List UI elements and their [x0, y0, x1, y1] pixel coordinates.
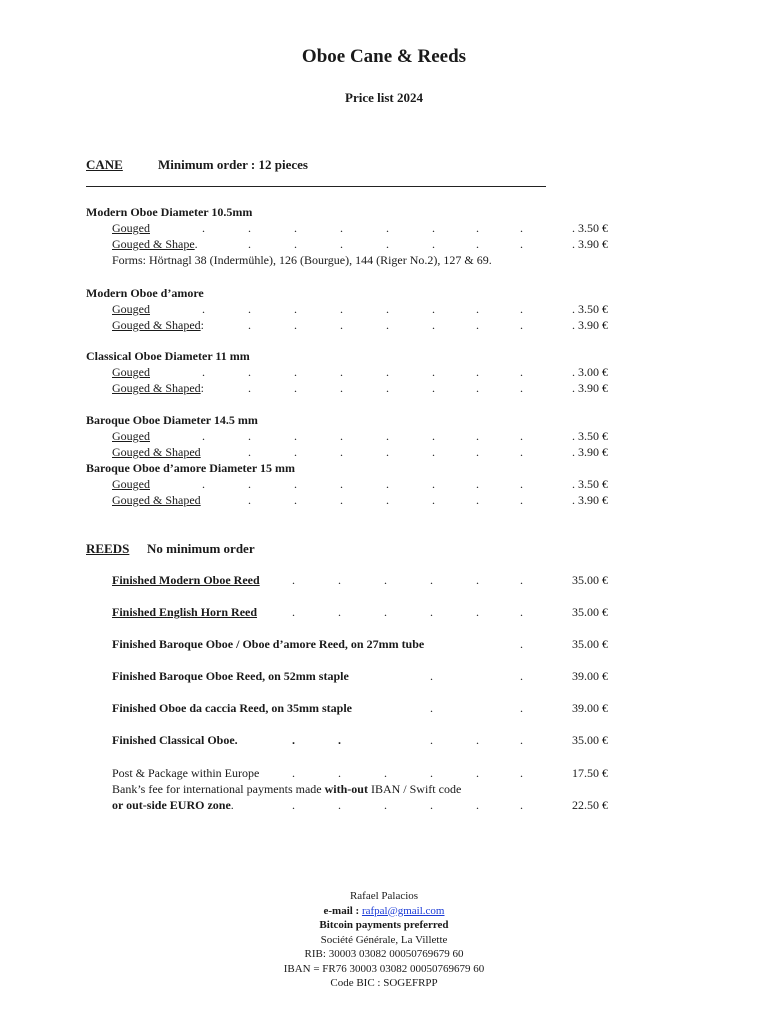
cane-item-label: [112, 221, 150, 236]
cane-group-title: Modern Oboe d’amore: [86, 286, 204, 300]
cane-item-name: Gouged & Shape: [112, 237, 195, 251]
footer-contact: [0, 889, 768, 991]
cane-item-label: [112, 477, 150, 492]
cane-item-label: [112, 237, 198, 252]
reed-item-price: 35.00 €: [572, 573, 608, 587]
cane-forms-note: Forms: Hörtnagl 38 (Indermühle), 126 (Bourgue), 144 (Riger No.2), 127 & 69.: [112, 253, 492, 267]
cane-item-suffix: .: [194, 237, 198, 251]
cane-item-price: . 3.90 €: [572, 318, 608, 332]
bank-fee-row: or out-side EURO zone. . . . . . . 22.50 €: [112, 798, 608, 812]
footer-email-line: [0, 904, 768, 919]
cane-item-name: Gouged: [112, 429, 150, 443]
cane-item-name: Gouged: [112, 302, 150, 316]
reed-price-row: Finished Baroque Oboe Reed, on 52mm staple . . 39.00 €: [112, 669, 608, 683]
footer-rib: RIB: 30003 03082 00050769679 60: [304, 948, 464, 960]
cane-item-label: [112, 365, 150, 380]
cane-item-label: [112, 429, 150, 444]
cane-item-name: Gouged: [112, 221, 150, 235]
reed-price-row: Finished Oboe da caccia Reed, on 35mm staple . . 39.00 €: [112, 701, 608, 715]
footer-iban: IBAN = FR76 30003 03082 00050769679 60: [283, 962, 485, 975]
bank-fee-text-a: Bank’s fee for international payments made: [112, 782, 325, 796]
reed-price-row: Finished English Horn Reed . . . . . . 35.00 €: [112, 605, 608, 619]
page-title: Oboe Cane & Reeds: [301, 46, 467, 67]
cane-group-title: Classical Oboe Diameter 11 mm: [86, 349, 250, 363]
cane-item-name: Gouged: [112, 365, 150, 379]
cane-item-name: Gouged & Shaped: [112, 381, 201, 395]
bank-fee-line1: [112, 782, 461, 797]
cane-item-price: . 3.90 €: [572, 445, 608, 459]
cane-item-label: [112, 381, 204, 396]
postage-row: Post & Package within Europe . . . . . . 17.50 €: [112, 766, 608, 780]
cane-item-price: . 3.00 €: [572, 365, 608, 379]
cane-price-row: Gouged . . . . . . . . . 3.00 €: [112, 365, 608, 379]
cane-item-name: Gouged: [112, 477, 150, 491]
reed-item-price: 35.00 €: [572, 733, 608, 747]
bank-fee-text-b: with-out: [324, 782, 368, 796]
reed-price-row: Finished Baroque Oboe / Oboe d’amore Reed, on 27mm tube . 35.00 €: [112, 637, 608, 651]
reed-item-label: Finished Baroque Oboe / Oboe d’amore Reed, on 27mm tube: [112, 637, 425, 651]
footer-bank: Société Générale, La Villette: [320, 933, 448, 946]
reed-item-label: Finished Classical Oboe.: [112, 733, 238, 747]
cane-price-row: Gouged & Shape. . . . . . . . . 3.90 €: [112, 237, 608, 251]
cane-price-row: Gouged & Shaped: . . . . . . . . 3.90 €: [112, 381, 608, 395]
cane-price-row: Gouged & Shaped . . . . . . . . 3.90 €: [112, 493, 608, 507]
reed-item-label: Finished Modern Oboe Reed: [112, 573, 260, 587]
postage-price: 17.50 €: [572, 766, 608, 780]
reed-item-price: 39.00 €: [572, 701, 608, 715]
cane-item-price: . 3.50 €: [572, 302, 608, 316]
cane-item-name: Gouged & Shaped: [112, 445, 201, 459]
cane-item-price: . 3.90 €: [572, 381, 608, 395]
bank-fee-line2: or out-side EURO zone: [112, 798, 231, 812]
cane-price-row: Gouged . . . . . . . . . 3.50 €: [112, 302, 608, 316]
cane-item-label: [112, 493, 201, 508]
cane-price-row: Gouged . . . . . . . . . 3.50 €: [112, 429, 608, 443]
cane-item-price: . 3.50 €: [572, 221, 608, 235]
reed-item-price: 35.00 €: [572, 605, 608, 619]
footer-name: Rafael Palacios: [349, 890, 419, 902]
cane-price-row: Gouged . . . . . . . . . 3.50 €: [112, 221, 608, 235]
cane-group-title: Modern Oboe Diameter 10.5mm: [86, 205, 253, 219]
bank-fee-label: or out-side EURO zone.: [112, 798, 234, 812]
footer-email-label: e-mail :: [323, 904, 362, 917]
reeds-heading: REEDS: [86, 541, 130, 556]
cane-item-price: . 3.50 €: [572, 429, 608, 443]
reed-item-price: 39.00 €: [572, 669, 608, 683]
cane-price-row: Gouged & Shaped: . . . . . . . . 3.90 €: [112, 318, 608, 332]
cane-group-title: Baroque Oboe Diameter 14.5 mm: [86, 413, 258, 427]
reed-item-label: Finished Baroque Oboe Reed, on 52mm staple: [112, 669, 349, 683]
reed-price-row: Finished Classical Oboe. . . . . . 35.00 €: [112, 733, 608, 747]
bank-fee-price: 22.50 €: [572, 798, 608, 812]
postage-label: Post & Package within Europe: [112, 766, 260, 780]
cane-item-suffix: :: [200, 381, 204, 395]
cane-item-name: Gouged & Shaped: [112, 493, 201, 507]
reeds-minimum-note: No minimum order: [147, 541, 255, 556]
cane-item-price: . 3.90 €: [572, 237, 608, 251]
cane-heading: CANE: [86, 157, 123, 172]
cane-divider: [86, 186, 546, 187]
cane-item-name: Gouged & Shaped: [112, 318, 201, 332]
cane-price-row: Gouged . . . . . . . . . 3.50 €: [112, 477, 608, 491]
cane-item-price: . 3.90 €: [572, 493, 608, 507]
cane-item-label: [112, 302, 150, 317]
page-subtitle: Price list 2024: [345, 90, 423, 105]
footer-email-link[interactable]: rafpal@gmail.com: [361, 904, 445, 917]
footer-bitcoin: Bitcoin payments preferred: [319, 919, 449, 931]
cane-item-label: [112, 318, 204, 333]
cane-item-price: . 3.50 €: [572, 477, 608, 491]
footer-bic: Code BIC : SOGEFRPP: [330, 977, 438, 989]
reed-price-row: Finished Modern Oboe Reed . . . . . . 35.00 €: [112, 573, 608, 587]
cane-item-label: [112, 445, 201, 460]
bank-fee-text-c: IBAN / Swift code: [367, 782, 462, 796]
cane-item-suffix: :: [200, 318, 204, 332]
cane-group-title: Baroque Oboe d’amore Diameter 15 mm: [86, 461, 295, 475]
reed-item-label: Finished English Horn Reed: [112, 605, 258, 619]
cane-minimum-note: Minimum order : 12 pieces: [158, 157, 308, 172]
reed-item-price: 35.00 €: [572, 637, 608, 651]
reed-item-label: Finished Oboe da caccia Reed, on 35mm staple: [112, 701, 352, 715]
cane-price-row: Gouged & Shaped . . . . . . . . 3.90 €: [112, 445, 608, 459]
